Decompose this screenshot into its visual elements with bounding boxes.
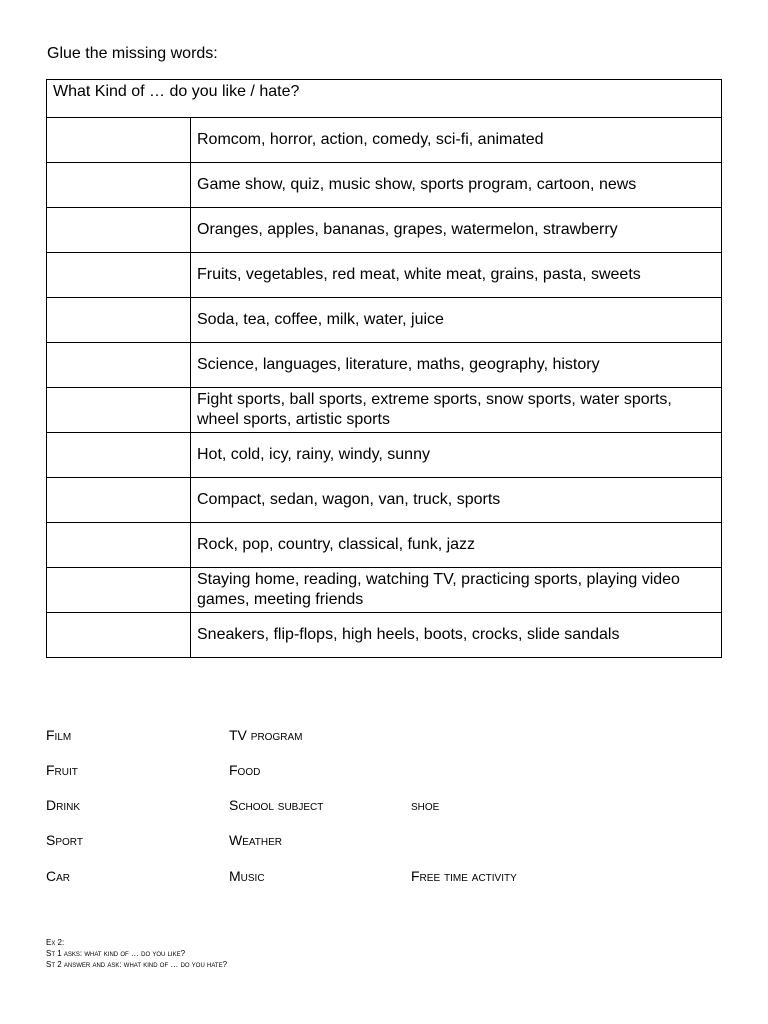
blank-cell[interactable]: [47, 163, 191, 208]
exercise-2-line-2: St 2 answer and ask: what kind of … do you hate?: [46, 960, 228, 969]
table-header-cell: What Kind of … do you like / hate?: [47, 80, 722, 118]
table-row: [47, 208, 722, 253]
table-row: [47, 613, 722, 658]
table-row: [47, 433, 722, 478]
word-school-subject[interactable]: School subject: [229, 797, 324, 813]
examples-cell: Hot, cold, icy, rainy, windy, sunny: [191, 433, 722, 478]
exercise-2-title: Ex 2:: [46, 938, 65, 947]
blank-cell[interactable]: [47, 478, 191, 523]
examples-cell: Romcom, horror, action, comedy, sci-fi, animated: [191, 118, 722, 163]
word-food[interactable]: Food: [229, 762, 261, 778]
blank-cell[interactable]: [47, 253, 191, 298]
table-row: [47, 118, 722, 163]
table-row: [47, 343, 722, 388]
examples-cell: Oranges, apples, bananas, grapes, watermelon, strawberry: [191, 208, 722, 253]
blank-cell[interactable]: [47, 613, 191, 658]
examples-cell: Rock, pop, country, classical, funk, jazz: [191, 523, 722, 568]
word-fruit[interactable]: Fruit: [46, 762, 78, 778]
examples-cell: Science, languages, literature, maths, geography, history: [191, 343, 722, 388]
table-row: [47, 298, 722, 343]
word-film[interactable]: Film: [46, 727, 72, 743]
word-drink[interactable]: Drink: [46, 797, 81, 813]
instruction-text: Glue the missing words:: [47, 45, 218, 62]
examples-cell: Sneakers, flip-flops, high heels, boots, crocks, slide sandals: [191, 613, 722, 658]
blank-cell[interactable]: [47, 433, 191, 478]
word-car[interactable]: Car: [46, 868, 71, 884]
exercise-2-line-1: St 1 asks: what kind of … do you like?: [46, 949, 186, 958]
table-row: [47, 253, 722, 298]
blank-cell[interactable]: [47, 343, 191, 388]
examples-cell: Staying home, reading, watching TV, practicing sports, playing video games, meeting friends: [191, 568, 722, 613]
table-row: [47, 568, 722, 613]
examples-cell: Fruits, vegetables, red meat, white meat, grains, pasta, sweets: [191, 253, 722, 298]
examples-cell: Soda, tea, coffee, milk, water, juice: [191, 298, 722, 343]
word-free-time-activity[interactable]: Free time activity: [411, 868, 517, 884]
blank-cell[interactable]: [47, 208, 191, 253]
blank-cell[interactable]: [47, 388, 191, 433]
word-tv-program[interactable]: TV program: [229, 727, 303, 743]
missing-words-table: [46, 79, 722, 658]
word-music[interactable]: Music: [229, 868, 265, 884]
word-sport[interactable]: Sport: [46, 832, 83, 848]
table-row: [47, 478, 722, 523]
table-row: [47, 163, 722, 208]
exercise-2: [46, 937, 227, 970]
blank-cell[interactable]: [47, 298, 191, 343]
blank-cell[interactable]: [47, 118, 191, 163]
examples-cell: Fight sports, ball sports, extreme sports, snow sports, water sports, wheel sports, artistic sports: [191, 388, 722, 433]
table-header-row: [47, 80, 722, 118]
table-row: [47, 388, 722, 433]
table-row: [47, 523, 722, 568]
examples-cell: Game show, quiz, music show, sports program, cartoon, news: [191, 163, 722, 208]
word-shoe[interactable]: shoe: [411, 797, 440, 813]
examples-cell: Compact, sedan, wagon, van, truck, sports: [191, 478, 722, 523]
blank-cell[interactable]: [47, 568, 191, 613]
word-weather[interactable]: Weather: [229, 832, 283, 848]
blank-cell[interactable]: [47, 523, 191, 568]
